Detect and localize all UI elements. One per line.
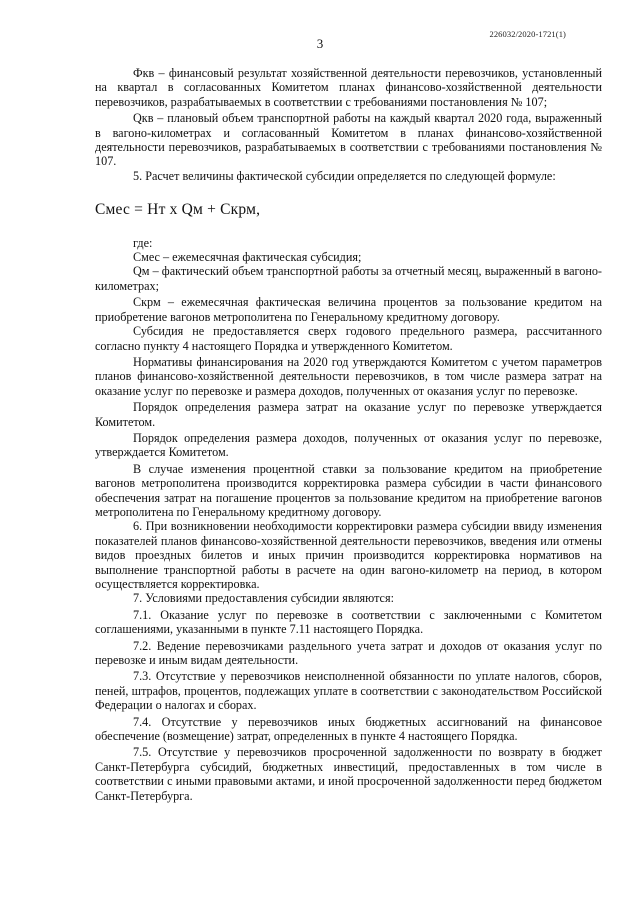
paragraph-qm-definition: Qм – фактический объем транспортной работы за отчетный месяц, выраженный в вагоно-километрах; [95,264,602,293]
paragraph-qkv-definition: Qкв – плановый объем транспортной работы на каждый квартал 2020 года, выраженный в вагоно-километрах и согласованный Комитетом в планах финансово-хозяйственной деятельности перевозчиков, разрабатываемых в соответствии с требованиями постановления № 107. [95,111,602,169]
paragraph-item-5: 5. Расчет величины фактической субсидии определяется по следующей формуле: [133,168,556,183]
paragraph-income-order: Порядок определения размера доходов, полученных от оказания услуг по перевозке, утверждается Комитетом. [95,430,602,460]
paragraph-item-7-4: 7.4. Отсутствие у перевозчиков иных бюджетных ассигнований на финансовое обеспечение (возмещение) затрат, определенных в пункте 4 настоящего Порядка. [95,714,602,744]
paragraph-item-7: 7. Условиями предоставления субсидии являются: [133,591,394,606]
formula: Смес = Нт x Qм + Скрм, [95,201,261,219]
paragraph-fkv-definition: Фкв – финансовый результат хозяйственной деятельности перевозчиков, установленный на квартал в согласованных Комитетом планах финансово-хозяйственной деятельности перевозчиков, разрабатываемых в соответствии с требованиями постановления № 107; [95,66,602,109]
paragraph-rate-change: В случае изменения процентной ставки за пользование кредитом на приобретение вагонов метрополитена производится корректировка размера субсидии в части финансового обеспечения затрат на погашение процентов за пользование кредитом на приобретение вагонов метрополитена по Генеральному кредитному договору. [95,461,602,519]
paragraph-subsidy-limit: Субсидия не предоставляется сверх годового предельного размера, рассчитанного согласно пункту 4 настоящего Порядка и утвержденного Комитетом. [95,324,602,353]
paragraph-cost-order: Порядок определения размера затрат на оказание услуг по перевозке утверждается Комитетом. [95,400,602,429]
document-body [95,66,602,803]
paragraph-item-7-5: 7.5. Отсутствие у перевозчиков просроченной задолженности по возврату в бюджет Санкт-Петербурга субсидий, бюджетных инвестиций, предоставленных в том числе в соответствии с иными правовыми актами, и иной просроченной задолженности перед бюджетом Санкт-Петербурга. [95,745,602,803]
paragraph-item-7-1: 7.1. Оказание услуг по перевозке в соответствии с заключенными с Комитетом соглашениями, указанными в пункте 7.11 настоящего Порядка. [95,607,602,637]
page-number: 3 [316,36,324,51]
paragraph-where: где: [133,235,153,250]
document-code: 226032/2020-1721(1) [489,29,566,39]
paragraph-normatives: Нормативы финансирования на 2020 год утверждаются Комитетом с учетом параметров планов финансово-хозяйственной деятельности перевозчиков, в том числе размера затрат на оказание услуг по перевозке и размера доходов, полученных от оказания услуг по перевозке. [95,354,602,398]
paragraph-item-7-3: 7.3. Отсутствие у перевозчиков неисполненной обязанности по уплате налогов, сборов, пеней, штрафов, процентов, подлежащих уплате в соответствии с законодательством Российской Федерации о налогах и сборах. [95,669,602,713]
paragraph-item-6: 6. При возникновении необходимости корректировки размера субсидии ввиду изменения показателей планов финансово-хозяйственной деятельности перевозчиков, введения или отмены видов проездных билетов и иных причин производится корректировка нормативов на выполнение транспортной работы в расчете на один вагоно-километр на период, в котором осуществляется корректировка. [95,519,602,591]
paragraph-item-7-2: 7.2. Ведение перевозчиками раздельного учета затрат и доходов от оказания услуг по перевозке и иным видам деятельности. [95,638,602,668]
paragraph-smes-definition: Смес – ежемесячная фактическая субсидия; [133,250,362,265]
paragraph-skrm-definition: Скрм – ежемесячная фактическая величина процентов за пользование кредитом на приобретение вагонов метрополитена по Генеральному кредитному договору. [95,295,602,324]
